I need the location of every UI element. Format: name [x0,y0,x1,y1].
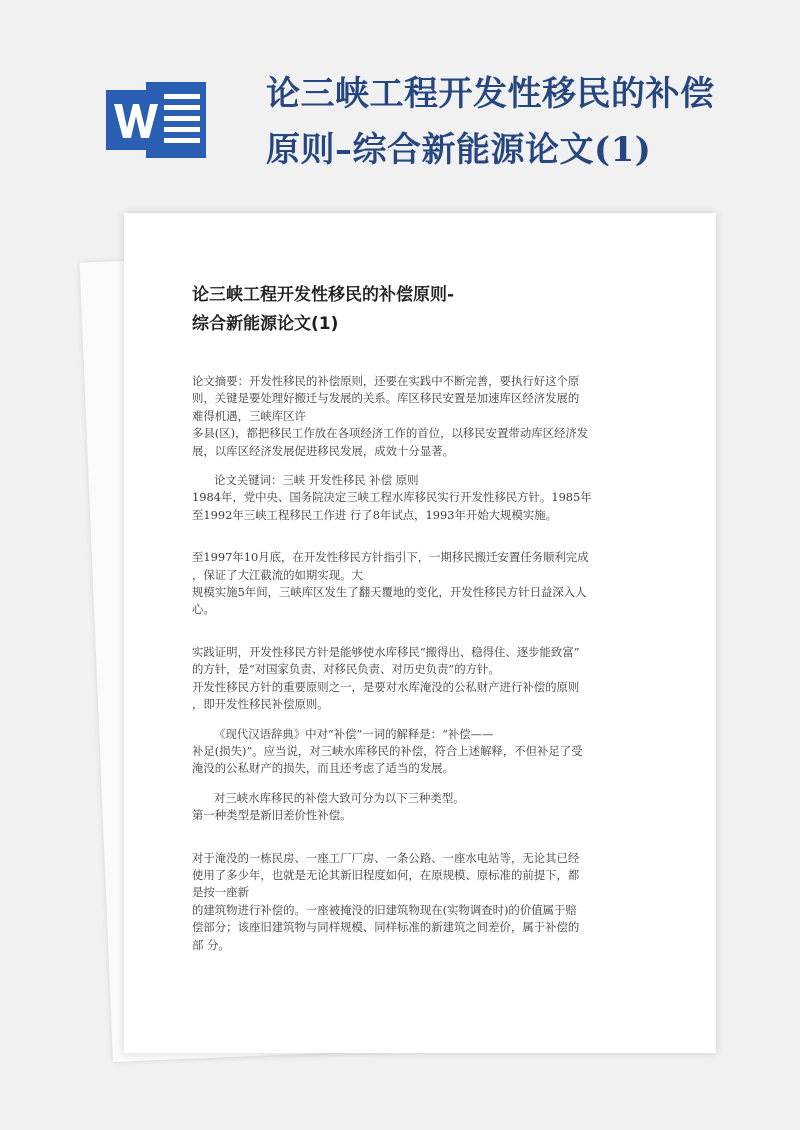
text-line: 对三峡水库移民的补偿大致可分为以下三种类型。 [214,790,465,805]
text-line: 《现代汉语辞典》中对“补偿”一词的解释是：“补偿—— [214,726,494,741]
text-line: 偿部分；该座旧建筑物与同样规模、同样标准的新建筑之间差价，属于补偿的 [192,920,580,935]
document-title-line-1: 论三峡工程开发性移民的补偿原则- [192,285,455,305]
word-document-icon [106,80,208,160]
document-title [192,281,672,339]
text-line: 的方针，是“对国家负责、对移民负责、对历史负责”的方针。 [192,662,500,677]
text-line: 实践证明，开发性移民方针是能够使水库移民“搬得出、稳得住、逐步能致富” [192,644,580,659]
text-line: 对于淹没的一栋民房、一座工厂厂房、一条公路、一座水电站等，无论其已经 [192,850,580,865]
text-line: 淹没的公私财产的损失，而且还考虑了适当的发展。 [192,761,454,776]
body-paragraph [192,726,637,778]
text-line: 至1997年10月底，在开发性移民方针指引下，一期移民搬迁安置任务顺利完成 [192,550,589,565]
text-line: 补足(损失)”。应当说，对三峡水库移民的补偿，符合上述解释，不但补足了受 [192,743,583,758]
page-title-line-1: 论三峡工程开发性移民的补偿 [266,74,715,114]
text-line: 论文摘要：开发性移民的补偿原则，还要在实践中不断完善，要执行好这个原 [192,374,580,388]
text-line: 使用了多少年，也就是无论其新旧程度如何，在原规模、原标准的前提下，都 [192,867,580,882]
page-title [266,66,766,178]
text-line: 难得机遇，三峡库区许 [192,408,306,423]
page-title-line-2: 原则–综合新能源论文(1) [266,130,652,170]
text-line: 多县(区)，都把移民工作放在各项经济工作的首位，以移民安置带动库区经济发 [192,426,589,441]
document-page [124,213,716,1053]
body-paragraph [192,549,637,619]
document-body [192,373,637,954]
text-line: ，保证了大江截流的如期实现。大 [192,567,363,582]
document-title-line-2: 综合新能源论文(1) [192,314,339,334]
abstract-paragraph [192,373,637,460]
text-line: 开发性移民方针的重要原则之一，是要对水库淹没的公私财产进行补偿的原则 [192,679,580,694]
text-line: 规模实施5年间，三峡库区发生了翻天覆地的变化，开发性移民方针日益深入人 [192,585,587,600]
text-line: ，即开发性移民补偿原则。 [192,697,329,712]
body-paragraph [192,790,637,825]
text-line: 部 分。 [192,937,230,952]
text-line: 是按一座新 [192,885,249,900]
text-line: 论文关键词：三峡 开发性移民 补偿 原则 [214,473,419,488]
text-line: 则，关键是要处理好搬迁与发展的关系。库区移民安置是加速库区经济发展的 [192,391,580,406]
body-paragraph [192,644,637,714]
text-line: 展，以库区经济发展促进移民发展，成效十分显著。 [192,443,454,458]
text-line: 的建筑物进行补偿的。一座被掩没的旧建筑物现在(实物调查时)的价值属于赔 [192,902,577,917]
text-line: 第一种类型是新旧差价性补偿。 [192,808,352,823]
text-line: 1984年，党中央、国务院决定三峡工程水库移民实行开发性移民方针。1985年 [192,490,592,505]
keywords-paragraph [192,472,637,524]
body-paragraph [192,850,637,954]
text-line: 心。 [192,602,215,617]
text-line: 至1992年三峡工程移民工作进 行了8年试点，1993年开始大规模实施。 [192,507,558,522]
